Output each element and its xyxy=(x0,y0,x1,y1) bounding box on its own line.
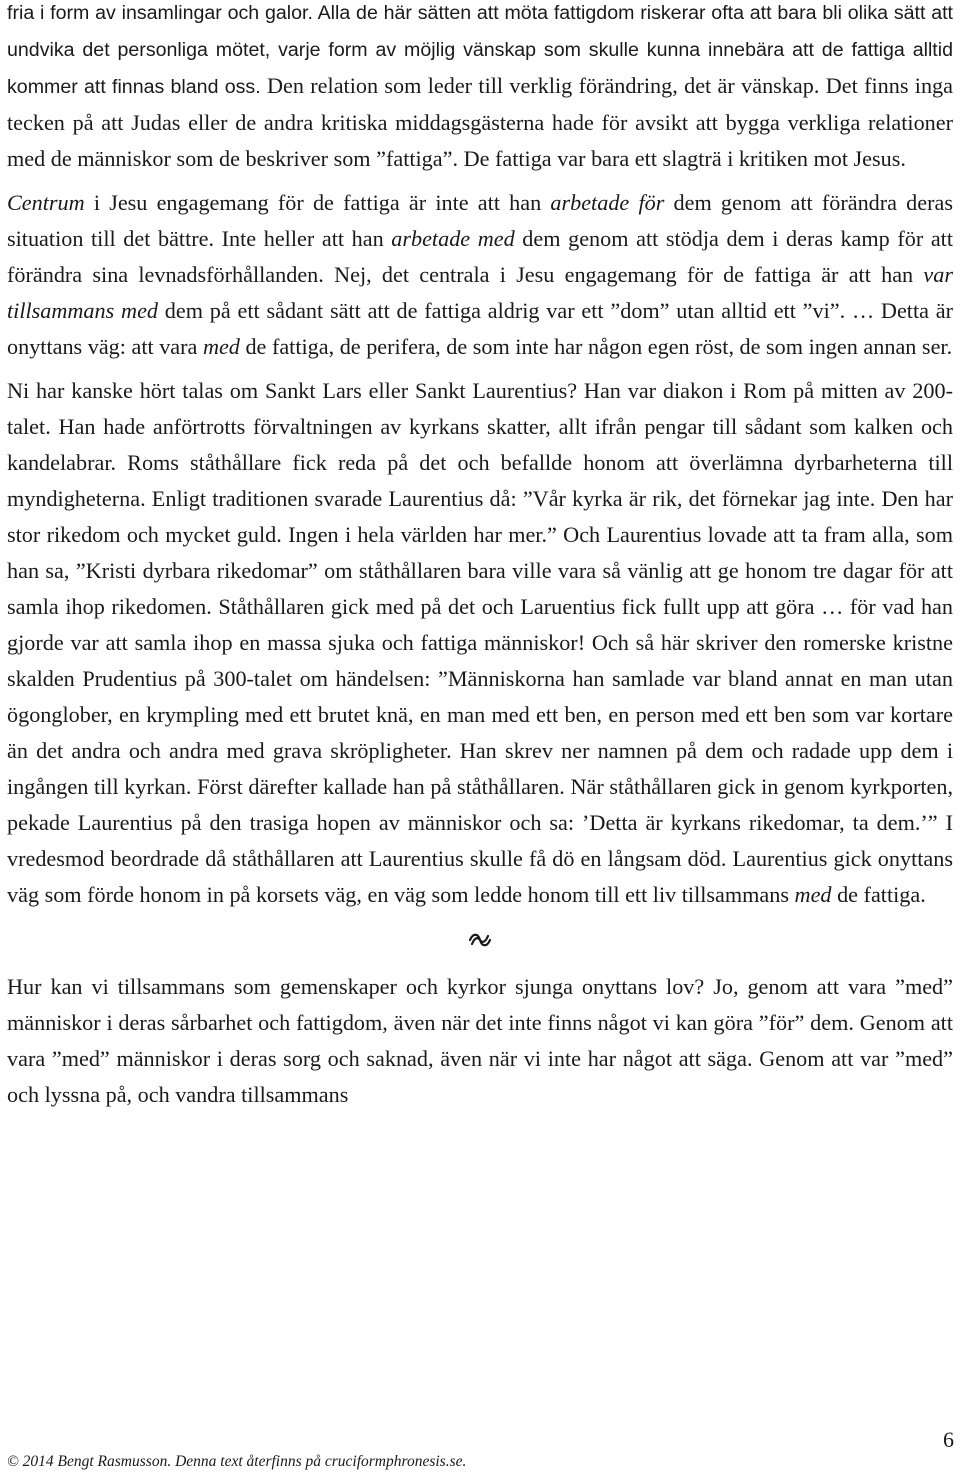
paragraph-1 xyxy=(7,0,953,177)
emphasis-med-2: med xyxy=(794,882,832,907)
emphasis-med: med xyxy=(202,334,240,359)
emphasis-var-tillsammans-med: var tillsammans med xyxy=(7,262,953,323)
emphasis-centrum: Centrum xyxy=(7,190,85,215)
footer-copyright: © 2014 Bengt Rasmusson. Denna text återfinns på cruciformphronesis.se. xyxy=(7,1453,467,1470)
paragraph-2-text-e: de fattiga, de perifera, de som inte har någon egen röst, de som ingen annan ser. xyxy=(239,334,953,359)
paragraph-2-text-c: dem genom att stödja dem i deras kamp för att förändra sina levnadsförhållanden. Nej, det centrala i Jesu engagemang för de fattiga är att han xyxy=(7,226,953,287)
paragraph-2 xyxy=(7,185,953,365)
paragraph-2-text-a: i Jesu engagemang för de fattiga är inte att han xyxy=(84,190,551,215)
page-number: 6 xyxy=(943,1427,954,1452)
paragraph-3 xyxy=(7,373,953,913)
ornament-glyph-icon xyxy=(469,932,491,948)
paragraph-1-sans-text: fria i form av insamlingar och galor. Alla de här sätten att möta fattigdom riskerar ofta att bara bli olika sätt att undvika det personliga mötet, varje form av möjlig vänskap som skulle kunna innebära att de fattiga alltid kommer att finnas bland oss. xyxy=(7,2,953,98)
paragraph-3-text-b: de fattiga. xyxy=(831,882,926,907)
paragraph-2-text-b: dem genom att förändra deras situation till det bättre. Inte heller att han xyxy=(7,190,953,251)
document-page xyxy=(7,0,953,1113)
paragraph-4: Hur kan vi tillsammans som gemenskaper och kyrkor sjunga onyttans lov? Jo, genom att vara ”med” människor i deras sårbarhet och fattigdom, även när det inte finns något vi kan göra ”för” dem. Genom att vara ”med” människor i deras sorg och saknad, även när vi inte har något att säga. Genom att var ”med” och lyssna på, och vandra tillsammans xyxy=(7,974,953,1107)
section-ornament-icon xyxy=(7,929,953,953)
paragraph-1-serif-text: Den relation som leder till verklig förändring, det är vänskap. Det finns inga tecken på att Judas eller de andra kritiska middagsgästerna hade för avsikt att bygga verkliga relationer med de människor som de beskriver som ”fattiga”. De fattiga var bara ett slagträ i kritiken mot Jesus. xyxy=(7,73,954,171)
emphasis-arbetade-med: arbetade med xyxy=(391,226,515,251)
paragraph-2-text-d: dem på ett sådant sätt att de fattiga aldrig var ett ”dom” utan alltid ett ”vi”. … Detta är onyttans väg: att vara xyxy=(7,298,954,359)
emphasis-arbetade-for: arbetade för xyxy=(550,190,665,215)
paragraph-3-text-a: Ni har kanske hört talas om Sankt Lars eller Sankt Laurentius? Han var diakon i Rom på mitten av 200-talet. Han hade anförtrotts förvaltningen av kyrkans skatter, allt ifrån pengar till sådant som kalken och kandelabrar. Roms ståthållare fick reda på det och befallde honom att överlämna dyrbarheterna till myndigheterna. Enligt traditionen svarade Laurentius då: ”Vår kyrka är rik, det förnekar jag inte. Den har stor rikedom och mycket guld. Ingen i hela världen har mer.” Och Laurentius lovade att ta fram alla, som han sa, ”Kristi dyrbara rikedomar” om ståthållaren bara ville vara så vänlig att ge honom tre dagar för att samla ihop rikedomen. Ståthållaren gick med på det och Laruentius fick fullt upp att göra … för vad han gjorde var att samla ihop en massa sjuka och fattiga människor! Och så här skriver den romerske kristne skalden Prudentius på 300-talet om händelsen: ”Människorna han samlade var bland annat en man utan ögonglober, en krympling med ett brutet knä, en man med ett ben, en person med ett ben som var kortare än det andra och andra med grava skröpligheter. Han skrev ner namnen på dem och radade upp dem i ingången till kyrkan. Först därefter kallade han på ståthållaren. När ståthållaren gick in genom kyrkporten, pekade Laurentius på den trasiga hopen av människor och sa: ’Detta är kyrkans rikedomar, ta dem.’” I vredesmod beordrade då ståthållaren att Laurentius skulle få dö en långsam död. Laurentius gick onyttans väg som förde honom in på korsets väg, en väg som ledde honom till ett liv tillsammans xyxy=(7,378,953,907)
